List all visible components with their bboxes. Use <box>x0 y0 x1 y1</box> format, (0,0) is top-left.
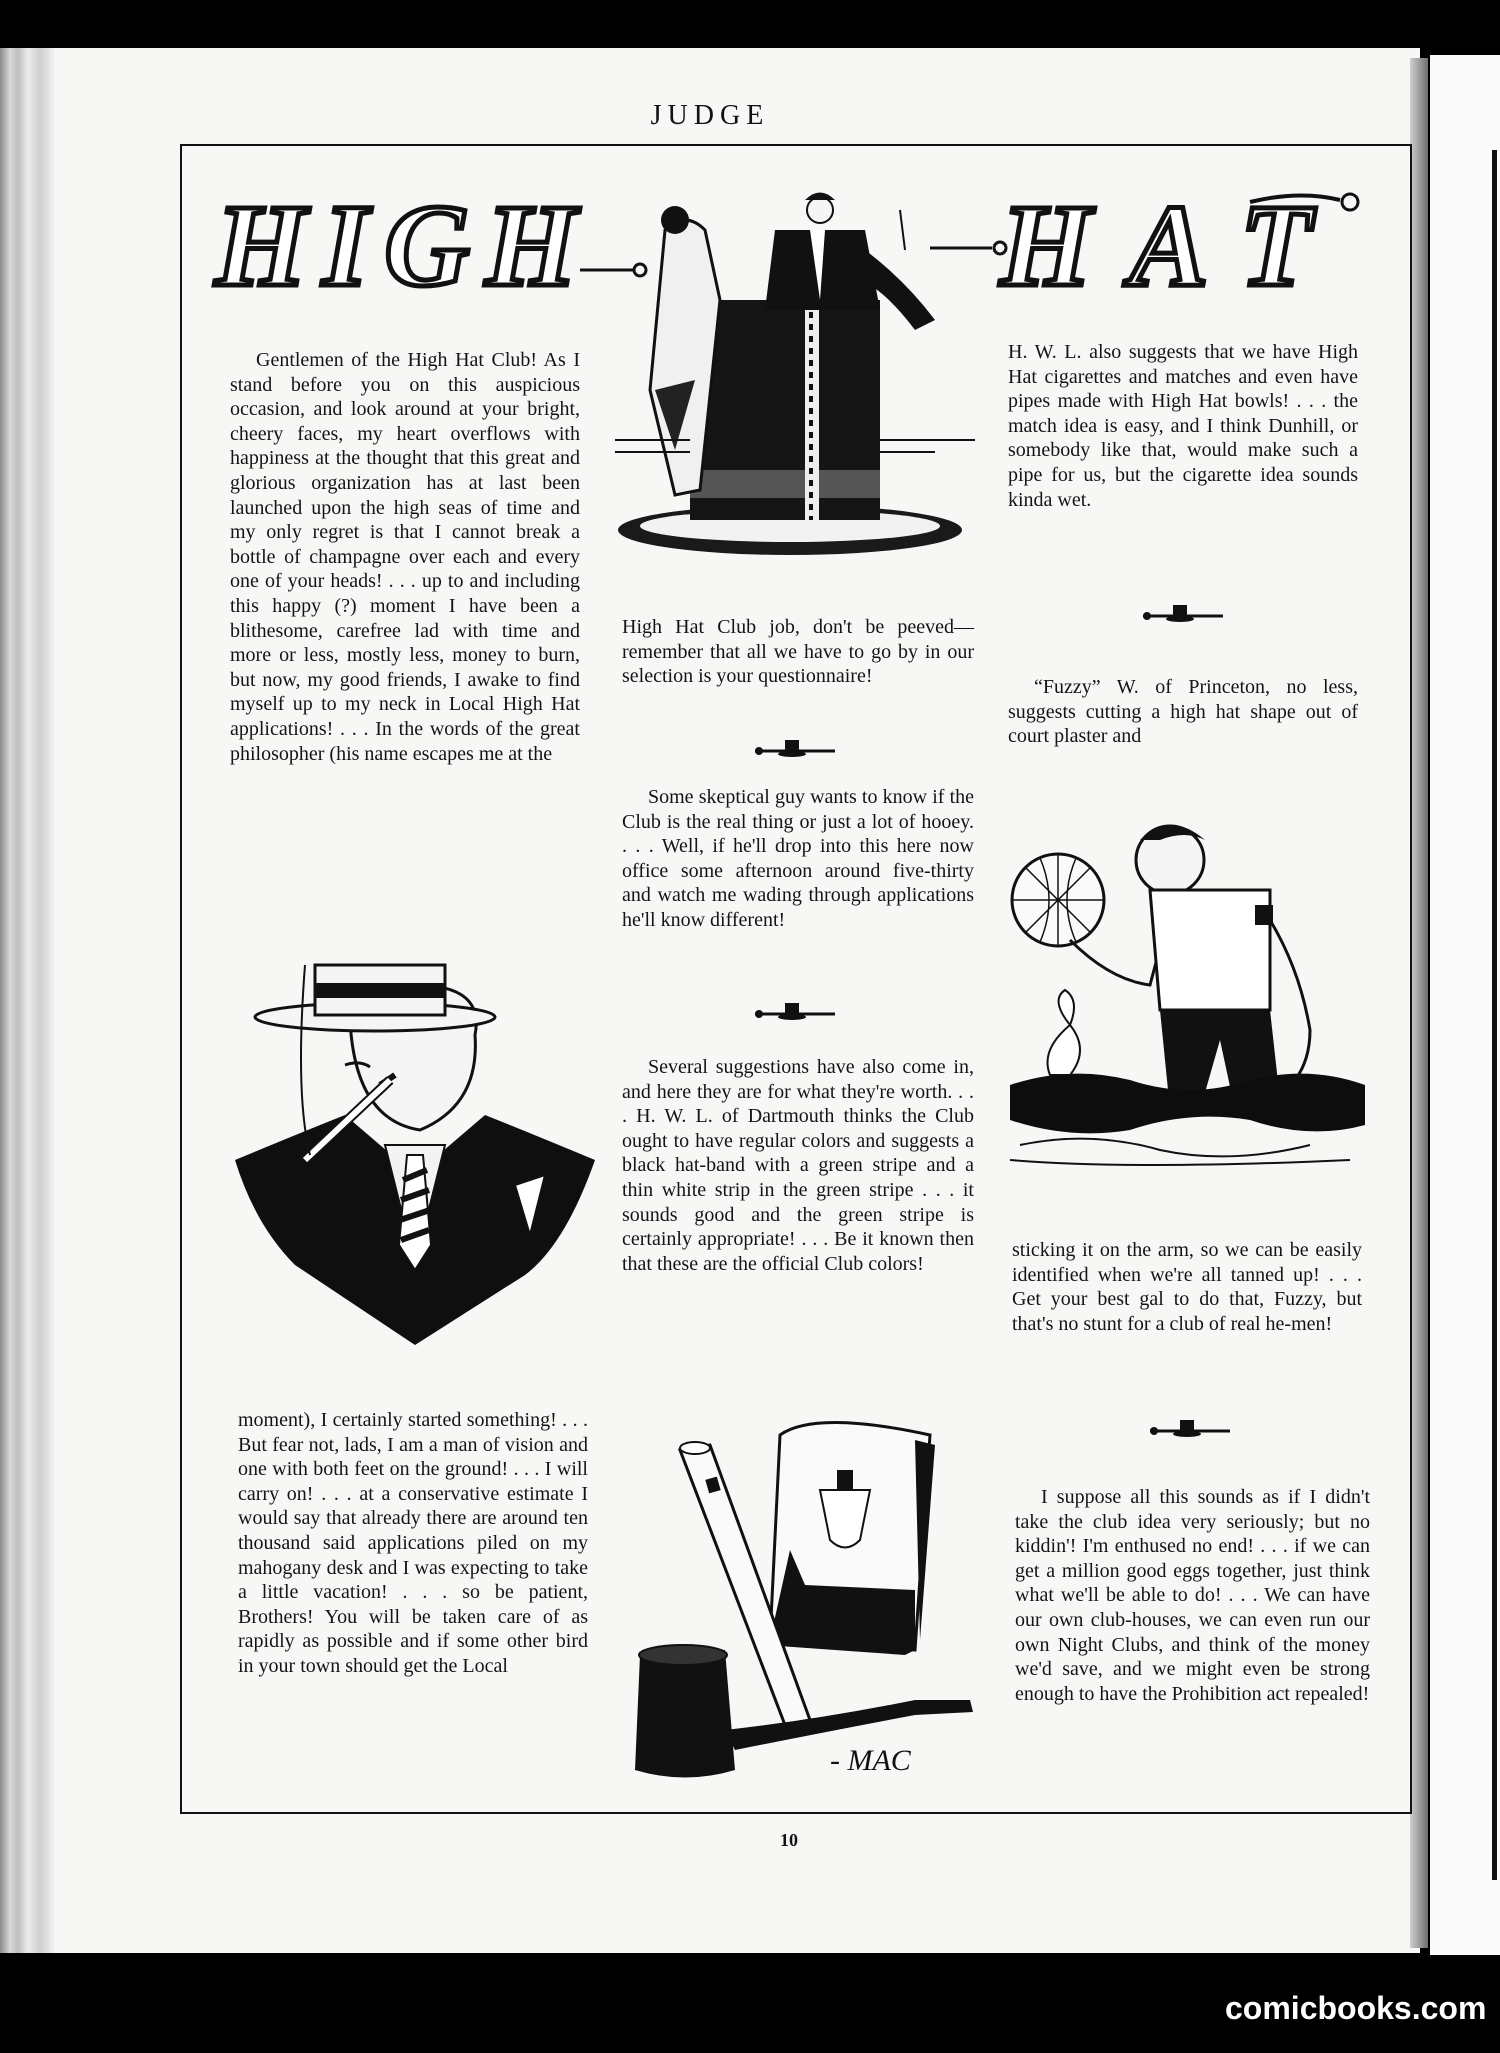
swimmer-beach-ball-illustration <box>1010 810 1365 1175</box>
text-left-bottom: moment), I certainly started something! . . . But fear not, lads, I am a man of vision and one with both feet on the ground! . . . I will carry on! . . . at a conservative estimate I would say that already there are around ten thousand said applications piled on my mahogany desk and I was expecting to take a little vacation! . . . so be patient, Brothers! You will be taken care of as rapidly as possible and if some other bird in your town should get the Local <box>238 1409 588 1677</box>
page-number: 10 <box>780 1830 798 1850</box>
title-high-text: HIGH <box>215 180 585 311</box>
signature: - MAC <box>830 1744 911 1777</box>
title-hat <box>1000 180 1370 311</box>
text-right-2: “Fuzzy” W. of Princeton, no less, suggests cutting a high hat shape out of court plaster and <box>1008 676 1358 748</box>
watermark: comicbooks.com <box>1225 1990 1487 2026</box>
couple-top-hat-illustration <box>615 190 975 560</box>
separator-hat-icon <box>755 1001 835 1023</box>
text-right-1: H. W. L. also suggests that we have High Hat cigarettes and matches and even have pipes made with High Hat bowls! . . . the match idea is easy, and I think Dunhill, or somebody like that, would make such a pipe for us, but the cigarette idea sounds kinda wet. <box>1008 341 1358 511</box>
text-right-3: sticking it on the arm, so we can be easily identified when we're all tanned up! . . . Get your best gal to do that, Fuzzy, but that's no stunt for a club of real he-men! <box>1012 1239 1362 1335</box>
page-edge-shadow <box>1410 58 1428 1948</box>
separator-hat-icon <box>1150 1418 1230 1440</box>
text-middle-3: Several suggestions have also come in, and here they are for what they're worth. . . . H. W. L. of Dartmouth thinks the Club ought to have regular colors and suggests a black hat-band with a green stripe and a thin white strip in the green stripe . . . it sounds good and the green stripe is certainly appropriate! . . . Be it known then that these are the official Club colors! <box>622 1056 974 1275</box>
text-right-4: I suppose all this sounds as if I didn't take the club idea very seriously; but no kiddin'! I'm enthused no end! . . . if we can get a million good eggs together, just think what we'll be able to do! . . . We can have our own club-houses, we can even run our own Night Clubs, and think of the money we'd save, and we might even be strong enough to have the Prohibition act repealed! <box>1015 1486 1370 1705</box>
text-middle-2: Some skeptical guy wants to know if the Club is the real thing or just a lot of hooey. . . . Well, if he'll drop into this here now office some afternoon around five-thirty and watch me wading through applications he'll know different! <box>622 786 974 931</box>
cigarette-matches-pipe-illustration <box>615 1400 985 1790</box>
separator-hat-icon <box>755 738 835 760</box>
adjacent-page <box>1430 55 1500 1955</box>
text-middle-1: High Hat Club job, don't be peeved—remember that all we have to go by in our selection is your questionnaire! <box>622 616 974 688</box>
page-binding <box>0 48 55 1953</box>
separator-hat-icon <box>1143 603 1223 625</box>
title-hat-text: HAT <box>1000 180 1320 311</box>
title-high <box>215 180 605 311</box>
text-left-top: Gentlemen of the High Hat Club! As I stand before you on this auspicious occasion, and look around at your bright, cheery faces, my heart overflows with happiness at the thought that this great and glorious organization has at last been launched upon the high seas of time and my only regret is that I cannot break a bottle of champagne over each and every one of your heads! . . . up to and including this happy (?) moment I have been a blithesome, carefree lad with time and more or less, mostly less, money to burn, but now, my good friends, I awake to find myself up to my neck in Local High Hat applications! . . . In the words of the great philosopher (his name escapes me at the <box>230 349 580 765</box>
man-boater-hat-illustration <box>235 945 595 1350</box>
masthead: JUDGE <box>650 100 770 131</box>
